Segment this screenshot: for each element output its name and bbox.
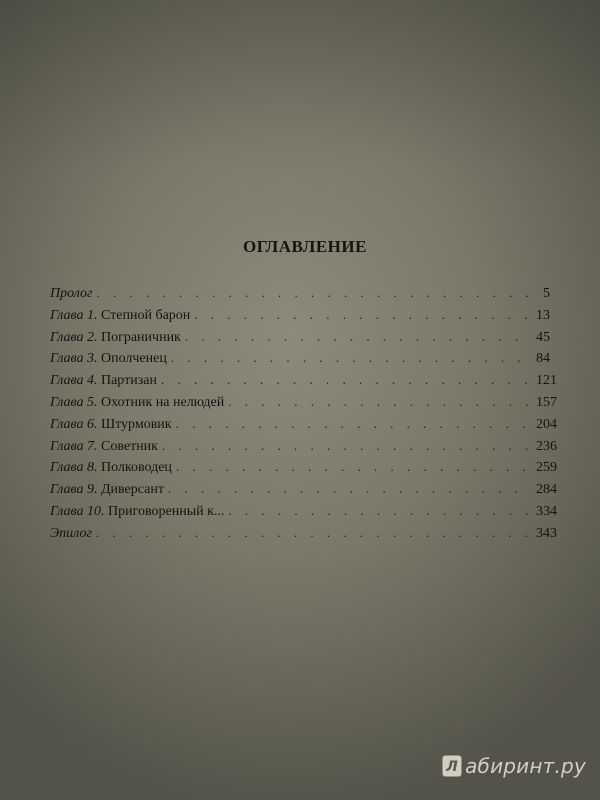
toc-page-number: 343 xyxy=(536,525,557,541)
labirint-watermark xyxy=(442,754,586,778)
toc-entry-text xyxy=(50,417,172,433)
toc-entry xyxy=(50,394,557,416)
toc-entry-label: Глава 4. xyxy=(50,373,98,389)
toc-entry xyxy=(50,285,550,307)
toc-page-number: 84 xyxy=(536,351,550,367)
toc-page-number: 334 xyxy=(536,503,557,519)
dot-leader xyxy=(161,372,532,388)
toc-entry-title: Партизан xyxy=(100,373,157,389)
toc-entry-title: Штурмовик xyxy=(100,416,172,432)
dot-leader xyxy=(168,481,532,497)
dot-leader xyxy=(194,307,532,323)
toc-entry-text xyxy=(50,504,224,520)
toc-entry xyxy=(50,481,557,503)
dot-leader xyxy=(171,350,532,366)
toc-entry-label: Глава 5. xyxy=(50,394,98,410)
toc-page-number: 45 xyxy=(536,329,550,345)
labirint-logo-icon xyxy=(442,755,462,777)
toc-entry-label: Глава 3. xyxy=(50,351,98,367)
toc-entry xyxy=(50,350,550,372)
toc-entry-title: Советник xyxy=(100,438,158,454)
dot-leader xyxy=(228,503,532,519)
toc-entry-text xyxy=(50,460,172,476)
toc-entry-label: Глава 9. xyxy=(50,482,98,498)
toc-entry-label: Глава 6. xyxy=(50,416,98,432)
toc-entry-label: Глава 8. xyxy=(50,460,98,476)
toc-entry xyxy=(50,307,550,329)
watermark-text: абиринт.ру xyxy=(465,754,586,778)
toc-entry-text xyxy=(50,373,157,389)
toc-entry-title: Диверсант xyxy=(100,482,164,498)
toc-entry xyxy=(50,372,557,394)
toc-entry-text xyxy=(50,351,167,367)
toc-entry-text xyxy=(50,439,158,455)
table-of-contents xyxy=(40,237,557,547)
toc-entry-label: Глава 1. xyxy=(50,307,98,323)
dot-leader xyxy=(185,329,532,345)
toc-page-number: 259 xyxy=(536,460,557,476)
toc-entry xyxy=(50,329,550,351)
toc-entry-text xyxy=(50,286,93,302)
toc-page-number: 284 xyxy=(536,482,557,498)
toc-entry-title: Охотник на нелюдей xyxy=(100,394,225,410)
toc-entry xyxy=(50,503,557,525)
toc-entry-title: Степной барон xyxy=(100,307,191,323)
toc-page-number: 5 xyxy=(543,286,550,301)
toc-entry-text xyxy=(50,526,92,542)
toc-page-number: 13 xyxy=(536,307,550,323)
toc-page-number: 157 xyxy=(536,394,557,410)
toc-page-number: 204 xyxy=(536,416,557,432)
toc-entry-text xyxy=(50,330,181,346)
toc-entry xyxy=(50,525,557,547)
toc-entry-title: Ополченец xyxy=(100,351,167,367)
dot-leader xyxy=(228,394,532,410)
toc-entry-title: Приговоренный к... xyxy=(107,503,225,519)
toc-entry xyxy=(50,416,557,438)
toc-entry-label: Глава 10. xyxy=(50,503,105,519)
toc-entry xyxy=(50,438,557,460)
toc-entry-title: Полководец xyxy=(100,460,172,476)
dot-leader xyxy=(176,416,532,432)
toc-entry xyxy=(50,459,557,481)
logo-letter: Л xyxy=(446,759,459,775)
dot-leader xyxy=(176,459,532,475)
toc-page-number: 236 xyxy=(536,438,557,454)
toc-entry-label: Эпилог xyxy=(50,525,92,541)
toc-list xyxy=(40,285,557,547)
toc-entry-text xyxy=(50,482,164,498)
toc-page-number: 121 xyxy=(536,373,557,389)
toc-entry-title: Пограничник xyxy=(100,329,181,345)
toc-entry-label: Глава 7. xyxy=(50,438,98,454)
toc-entry-text xyxy=(50,308,190,324)
dot-leader xyxy=(97,285,533,301)
page-title: ОГЛАВЛЕНИЕ xyxy=(243,237,367,256)
toc-entry-label: Пролог xyxy=(50,286,93,301)
toc-entry-label: Глава 2. xyxy=(50,329,98,345)
dot-leader xyxy=(162,438,532,454)
toc-entry-text xyxy=(50,395,224,411)
dot-leader xyxy=(96,525,532,541)
